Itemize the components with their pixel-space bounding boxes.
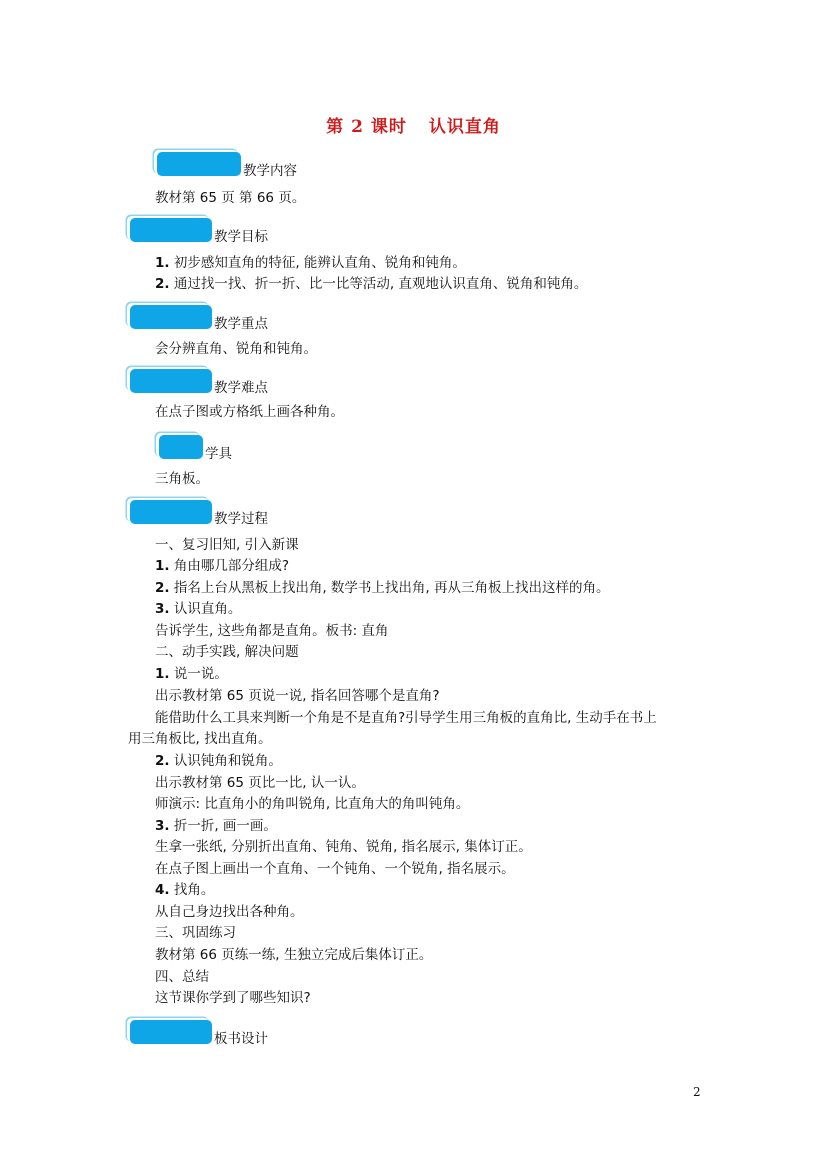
section-badge — [130, 218, 212, 242]
lesson-number: 第 2 课时 — [326, 117, 407, 137]
process-line: 师演示: 比直角小的角叫锐角, 比直角大的角叫钝角。 — [155, 796, 470, 812]
process-line — [155, 753, 282, 769]
list-item — [155, 276, 587, 292]
section-badge — [159, 435, 203, 459]
process-line: 能借助什么工具来判断一个角是不是直角?引导学生用三角板的直角比, 生动手在书上 — [155, 710, 657, 726]
section-content — [155, 152, 355, 178]
item-number: 1. — [155, 558, 170, 574]
section-heading: 板书设计 — [214, 1031, 268, 1047]
item-number: 2. — [155, 276, 170, 292]
item-number: 3. — [155, 601, 170, 617]
section-heading: 学具 — [205, 446, 232, 462]
section-body: 教材第 65 页 第 66 页。 — [155, 190, 306, 206]
section-body: 会分辨直角、锐角和钝角。 — [155, 341, 317, 357]
section-body: 三角板。 — [155, 471, 209, 487]
item-text: 通过找一找、折一折、比一比等活动, 直观地认识直角、锐角和钝角。 — [173, 276, 588, 292]
process-line — [155, 818, 277, 834]
item-text: 指名上台从黑板上找出角, 数学书上找出角, 再从三角板上找出这样的角。 — [173, 580, 610, 596]
item-text: 初步感知直角的特征, 能辨认直角、锐角和钝角。 — [173, 255, 466, 271]
section-difficulty — [128, 369, 328, 395]
item-text: 找角。 — [173, 882, 215, 898]
process-line: 用三角板比, 找出直角。 — [128, 731, 272, 747]
process-line: 生拿一张纸, 分别折出直角、钝角、锐角, 指名展示, 集体订正。 — [155, 839, 532, 855]
item-number: 4. — [155, 882, 170, 898]
section-board — [128, 1020, 328, 1046]
section-badge — [130, 305, 212, 329]
item-text: 角由哪几部分组成? — [173, 558, 289, 574]
lesson-topic: 认识直角 — [428, 117, 501, 137]
section-tools — [157, 435, 307, 461]
process-line: 这节课你学到了哪些知识? — [155, 990, 311, 1006]
section-badge — [157, 152, 241, 176]
section-heading: 教学过程 — [214, 511, 268, 527]
process-line — [155, 666, 228, 682]
item-text: 认识钝角和锐角。 — [173, 753, 282, 769]
section-heading: 教学目标 — [214, 229, 268, 245]
section-body: 在点子图或方格纸上画各种角。 — [155, 404, 344, 420]
section-heading: 教学难点 — [214, 380, 268, 396]
item-number: 1. — [155, 255, 170, 271]
process-line: 三、巩固练习 — [155, 925, 236, 941]
process-line: 在点子图上画出一个直角、一个钝角、一个锐角, 指名展示。 — [155, 861, 515, 877]
item-text: 折一折, 画一画。 — [173, 818, 277, 834]
process-line — [155, 558, 289, 574]
page-number: 2 — [693, 1085, 701, 1099]
process-line: 四、总结 — [155, 969, 209, 985]
section-heading: 教学重点 — [214, 316, 268, 332]
item-number: 2. — [155, 753, 170, 769]
process-line: 出示教材第 65 页比一比, 认一认。 — [155, 775, 365, 791]
section-badge — [130, 369, 212, 393]
item-text: 说一说。 — [173, 666, 228, 682]
process-line — [155, 882, 214, 898]
process-line: 二、动手实践, 解决问题 — [155, 644, 299, 660]
process-line: 教材第 66 页练一练, 生独立完成后集体订正。 — [155, 947, 433, 963]
process-line — [155, 601, 241, 617]
item-number: 2. — [155, 580, 170, 596]
item-number: 1. — [155, 666, 170, 682]
process-line — [155, 580, 610, 596]
page-title — [0, 112, 827, 137]
item-text: 认识直角。 — [173, 601, 242, 617]
section-heading: 教学内容 — [243, 163, 297, 179]
section-badge — [130, 500, 212, 524]
section-key — [128, 305, 328, 331]
list-item — [155, 255, 466, 271]
process-line: 告诉学生, 这些角都是直角。板书: 直角 — [155, 623, 389, 639]
process-line: 一、复习旧知, 引入新课 — [155, 537, 299, 553]
section-process — [128, 500, 328, 526]
process-line: 出示教材第 65 页说一说, 指名回答哪个是直角? — [155, 688, 440, 704]
section-goals — [128, 218, 328, 244]
item-number: 3. — [155, 818, 170, 834]
section-badge — [130, 1020, 212, 1044]
process-line: 从自己身边找出各种角。 — [155, 904, 304, 920]
